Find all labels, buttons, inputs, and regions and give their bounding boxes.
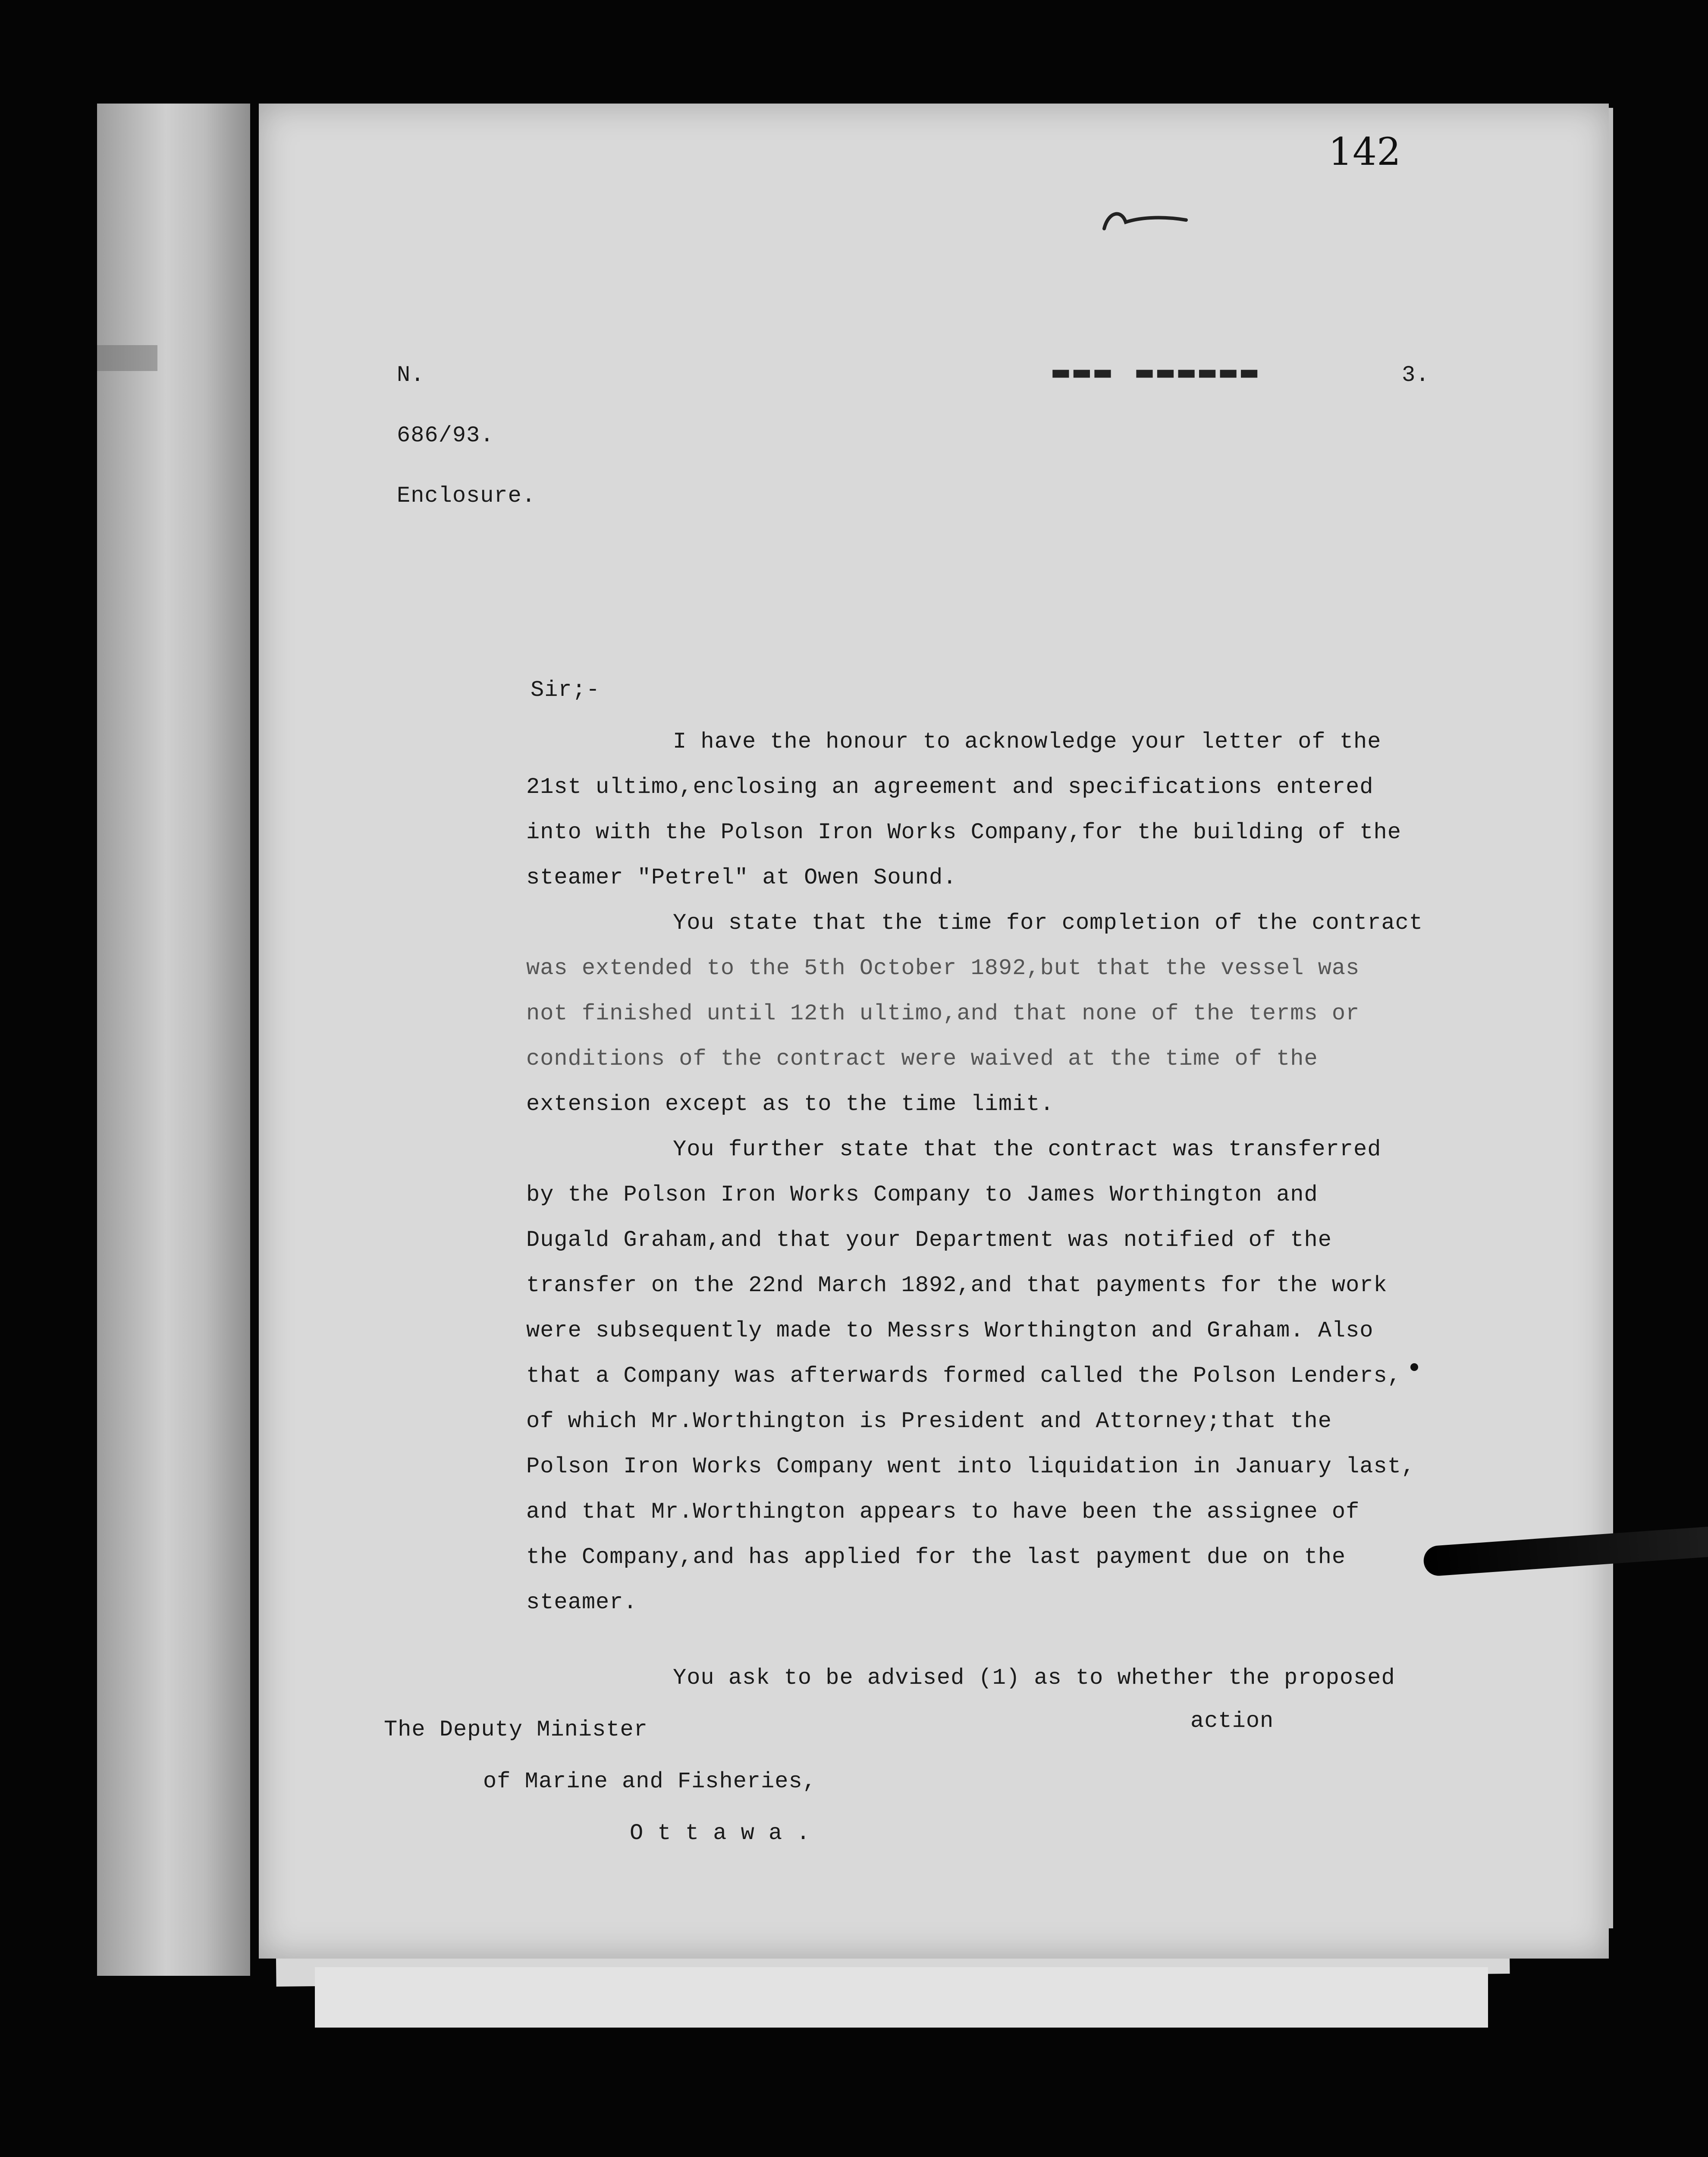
letter-page	[259, 104, 1609, 1959]
body-line: transfer on the 22nd March 1892,and that payments for the work	[526, 1273, 1388, 1298]
header-right-mark: 3.	[1402, 362, 1430, 388]
body-line: steamer.	[526, 1590, 637, 1615]
salutation: Sir;-	[531, 677, 600, 703]
addressee-city: O t t a w a .	[630, 1821, 810, 1846]
body-line: not finished until 12th ultimo,and that none of the terms or	[526, 1001, 1360, 1026]
body-line: conditions of the contract were waived at the time of the	[526, 1046, 1318, 1072]
header-n: N.	[397, 362, 425, 388]
enclosure-label: Enclosure.	[397, 483, 536, 509]
body-line: You state that the time for completion of the contract	[673, 910, 1423, 936]
catchword: action	[1190, 1708, 1274, 1734]
body-line: steamer "Petrel" at Owen Sound.	[526, 865, 957, 890]
body-line: that a Company was afterwards formed called the Polson Lenders,	[526, 1363, 1401, 1389]
body-line: of which Mr.Worthington is President and Attorney;that the	[526, 1409, 1332, 1434]
addressee-line: of Marine and Fisheries,	[483, 1769, 816, 1794]
body-line: and that Mr.Worthington appears to have been the assignee of	[526, 1499, 1360, 1525]
body-line: Dugald Graham,and that your Department was notified of the	[526, 1227, 1332, 1253]
body-line: were subsequently made to Messrs Worthington and Graham. Also	[526, 1318, 1374, 1343]
body-line: You ask to be advised (1) as to whether the proposed	[673, 1665, 1395, 1691]
ink-dot	[1410, 1363, 1418, 1371]
body-line: You further state that the contract was transferred	[673, 1137, 1381, 1162]
body-line: the Company,and has applied for the last payment due on the	[526, 1544, 1346, 1570]
underlying-sheet-lower	[315, 1967, 1488, 2028]
struck-out-text: ▬▬▬ ▬▬▬▬▬▬	[1052, 356, 1262, 388]
page-number: 142	[1328, 129, 1401, 174]
body-line: by the Polson Iron Works Company to James Worthington and	[526, 1182, 1318, 1207]
faded-stamp	[97, 345, 157, 371]
adjacent-page-strip	[97, 104, 250, 1976]
addressee-line: The Deputy Minister	[384, 1717, 648, 1742]
body-line: I have the honour to acknowledge your letter of the	[673, 729, 1381, 755]
body-line: was extended to the 5th October 1892,but that the vessel was	[526, 956, 1360, 981]
handwritten-check-mark	[1091, 203, 1195, 242]
body-line: extension except as to the time limit.	[526, 1091, 1054, 1117]
file-number: 686/93.	[397, 423, 494, 448]
body-line: 21st ultimo,enclosing an agreement and specifications entered	[526, 774, 1374, 800]
body-line: into with the Polson Iron Works Company,for the building of the	[526, 820, 1401, 845]
body-line: Polson Iron Works Company went into liquidation in January last,	[526, 1454, 1416, 1479]
